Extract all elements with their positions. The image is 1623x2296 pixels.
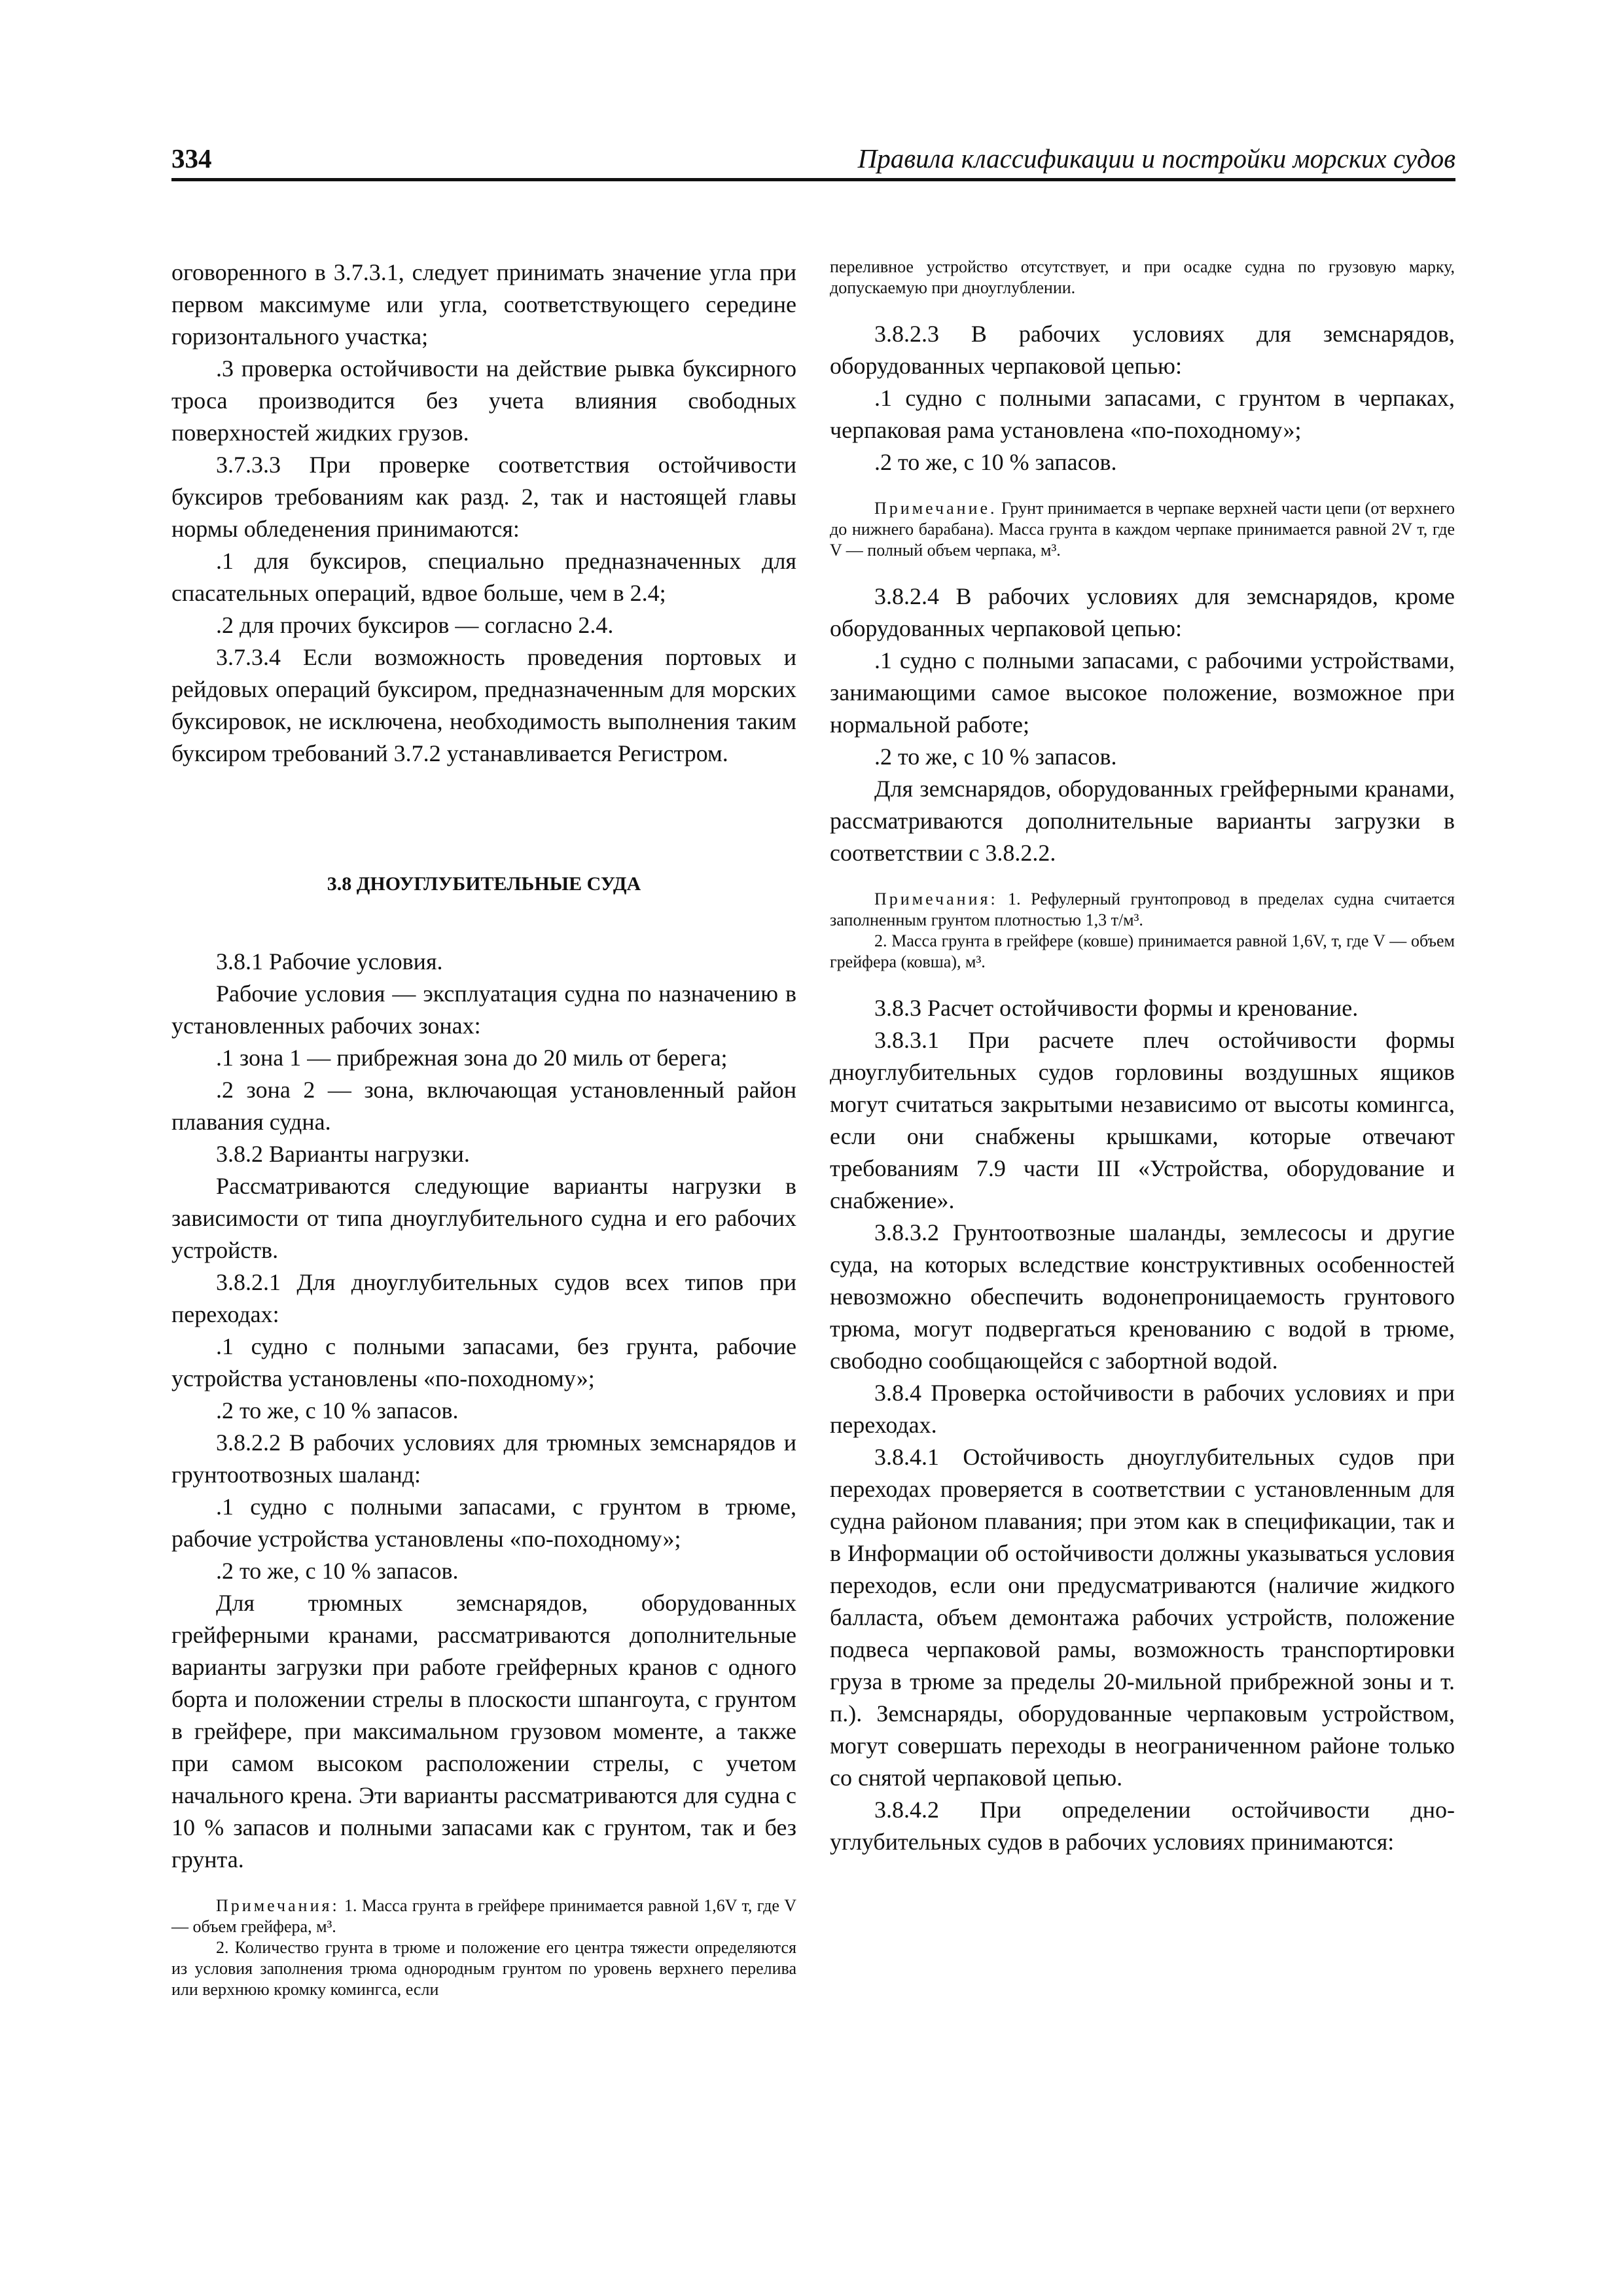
paragraph: 3.8.4.1 Остойчивость дноуглубительных судов при переходах проверяется в соответствии с установленным для судна районом плавания; при этом как в спецификации, так и в Информации об остойчивости должны указываться условия переходов, если они предусматриваются (наличие жидкого балласта, объем демонтажа рабочих устройств, положение подвеса черпаковой рамы, возможность транспортировки груза в трюме за пределы 20-мильной прибрежной зоны и т. п.). Земснаряды, оборудованные черпаковым устройством, могут совершать переходы в неограниченном районе только со снятой черпаковой цепью. bbox=[830, 1444, 1455, 1791]
paragraph: 3.8.3.1 При расчете плеч остойчивости формы дноуглубительных судов горловины воздушных ящиков могут считаться закрытыми независимо от высоты комингса, если они снабжены крышками, которые отвечают требованиям 7.9 части III «Устройства, оборудование и снабжение». bbox=[830, 1027, 1455, 1213]
subsection-title: 3.8.4 Проверка остойчивости в рабочих условиях и при переходах. bbox=[830, 1380, 1455, 1438]
running-title: Правила классификации и постройки морских судов bbox=[857, 143, 1455, 173]
list-item: .2 зона 2 — зона, включающая установленный район плавания судна. bbox=[171, 1077, 796, 1135]
paragraph: оговоренного в 3.7.3.1, следует принимать значение угла при первом максимуме или угла, соответствующего середине горизонтального участка; bbox=[171, 259, 796, 350]
subsection-title: 3.8.1 Рабочие условия. bbox=[216, 948, 443, 975]
page-number: 334 bbox=[171, 143, 212, 173]
note bbox=[171, 1895, 796, 1937]
list-item: .1 судно с полными запасами, с рабочими устройствами, занимающими самое высокое положение, возможное при нормальной работе; bbox=[830, 647, 1455, 738]
note-label: Примечания: bbox=[874, 889, 998, 908]
list-item: .1 судно с полными запасами, с грунтом в трюме, рабочие устройства установлены «по-походному»; bbox=[171, 1494, 796, 1552]
note-text: Грунт принимается в черпаке верхней части цепи (от верхнего до нижнего барабана). Масса грунта в каждом черпаке принимается равной 2V т, где V — полный объем черпака, м³. bbox=[830, 499, 1455, 560]
note: 2. Количество грунта в трюме и положение его центра тяжести определяются из условия заполнения трюма однородным грунтом по уровень верхнего перелива или верхнюю кромку комингса, если bbox=[171, 1938, 796, 1999]
subsection-title: 3.8.3 Расчет остойчивости формы и кренование. bbox=[874, 995, 1359, 1021]
list-item: .1 зона 1 — прибрежная зона до 20 миль от берега; bbox=[216, 1045, 728, 1071]
list-item: .1 судно с полными запасами, без грунта, рабочие устройства установлены «по-походному»; bbox=[171, 1333, 796, 1391]
list-item: .2 то же, с 10 % запасов. bbox=[216, 1558, 459, 1584]
paragraph: Рабочие условия — эксплуатация судна по назначению в установленных рабочих зонах: bbox=[171, 980, 796, 1039]
list-item: .2 то же, с 10 % запасов. bbox=[874, 449, 1117, 475]
paragraph: Рассматриваются следующие варианты нагрузки в зависимости от типа дноуглубительного судна и его рабочих устройств. bbox=[171, 1173, 796, 1263]
section-heading: 3.8 ДНОУГЛУБИТЕЛЬНЫЕ СУДА bbox=[327, 873, 641, 895]
paragraph: .1 для буксиров, специально предназначенных для спасательных операций, вдвое больше, чем в 2.4; bbox=[171, 548, 796, 606]
paragraph: 3.7.3.4 Если возможность проведения портовых и рейдовых операций буксиром, предназначенным для морских буксировок, не исключена, необходимость выполнения таким буксиром требований 3.7.2 устанавливается Регистром. bbox=[171, 644, 796, 766]
note-text: 1. Рефулерный грунтопровод в пределах судна считается заполненным грунтом плотностью 1,3 т/м³. bbox=[830, 889, 1455, 929]
paragraph: .2 для прочих буксиров — согласно 2.4. bbox=[216, 612, 614, 638]
paragraph: 3.8.2.2 В рабочих условиях для трюмных земснарядов и грунтоотвозных шаланд: bbox=[171, 1429, 796, 1488]
note-label: Примечания: bbox=[216, 1896, 340, 1915]
note-label: Примечание. bbox=[874, 499, 997, 518]
note: 2. Масса грунта в грейфере (ковше) принимается равной 1,6V, т, где V — объем грейфера (ковша), м³. bbox=[830, 931, 1455, 971]
paragraph: 3.8.2.4 В рабочих условиях для земснарядов, кроме оборудованных черпаковой цепью: bbox=[830, 583, 1455, 641]
note bbox=[830, 889, 1455, 931]
paragraph: 3.8.4.2 При определении остойчивости дноуглубительных судов в рабочих условиях принимаются: bbox=[830, 1797, 1455, 1855]
note-text: 1. Масса грунта в грейфере принимается равной 1,6V т, где V — объем грейфера, м³. bbox=[171, 1896, 796, 1936]
paragraph: Для трюмных земснарядов, оборудованных грейферными кранами, рассматриваются дополнительные варианты загрузки при работе грейферных кранов с одного борта и положении стрелы в плоскости шпангоута, с грунтом в грейфере, при максимальном грузовом моменте, а также при самом высоком расположении стрелы, с учетом начального крена. Эти варианты рассматриваются для судна с 10 % запасов и полными запасами как с грунтом, так и без грунта. bbox=[171, 1590, 796, 1873]
paragraph: 3.8.3.2 Грунтоотвозные шаланды, землесосы и другие суда, на которых вследствие конструктивных особенностей невозможно обеспечить водонепроницаемость грунтового трюма, могут подвергаться кренованию с водой в трюме, свободно сообщающейся с забортной водой. bbox=[830, 1219, 1455, 1374]
note: переливное устройство отсутствует, и при осадке судна по грузовую марку, допускаемую при дноуглублении. bbox=[830, 257, 1455, 297]
paragraph: Для земснарядов, оборудованных грейферными кранами, рассматриваются дополнительные варианты загрузки в соответствии с 3.8.2.2. bbox=[830, 776, 1455, 866]
list-item: .2 то же, с 10 % запасов. bbox=[874, 744, 1117, 770]
paragraph: 3.8.2.1 Для дноуглубительных судов всех типов при переходах: bbox=[171, 1269, 796, 1327]
list-item: .1 судно с полными запасами, с грунтом в черпаках, черпаковая рама установлена «по-походному»; bbox=[830, 385, 1455, 443]
header-rule bbox=[171, 178, 1455, 181]
right-column bbox=[830, 257, 1455, 1858]
paragraph: .3 проверка остойчивости на действие рывка буксирного троса производится без учета влияния свободных поверхностей жидких грузов. bbox=[171, 355, 796, 446]
list-item: .2 то же, с 10 % запасов. bbox=[216, 1397, 459, 1424]
left-column bbox=[171, 257, 796, 2000]
subsection-title: 3.8.2 Варианты нагрузки. bbox=[216, 1141, 470, 1167]
paragraph: 3.8.2.3 В рабочих условиях для земснарядов, оборудованных черпаковой цепью: bbox=[830, 321, 1455, 379]
note bbox=[830, 498, 1455, 561]
page-header bbox=[171, 143, 1455, 181]
paragraph: 3.7.3.3 При проверке соответствия остойчивости буксиров требованиям как разд. 2, так и настоящей главы нормы обледенения принимаются: bbox=[171, 452, 796, 542]
